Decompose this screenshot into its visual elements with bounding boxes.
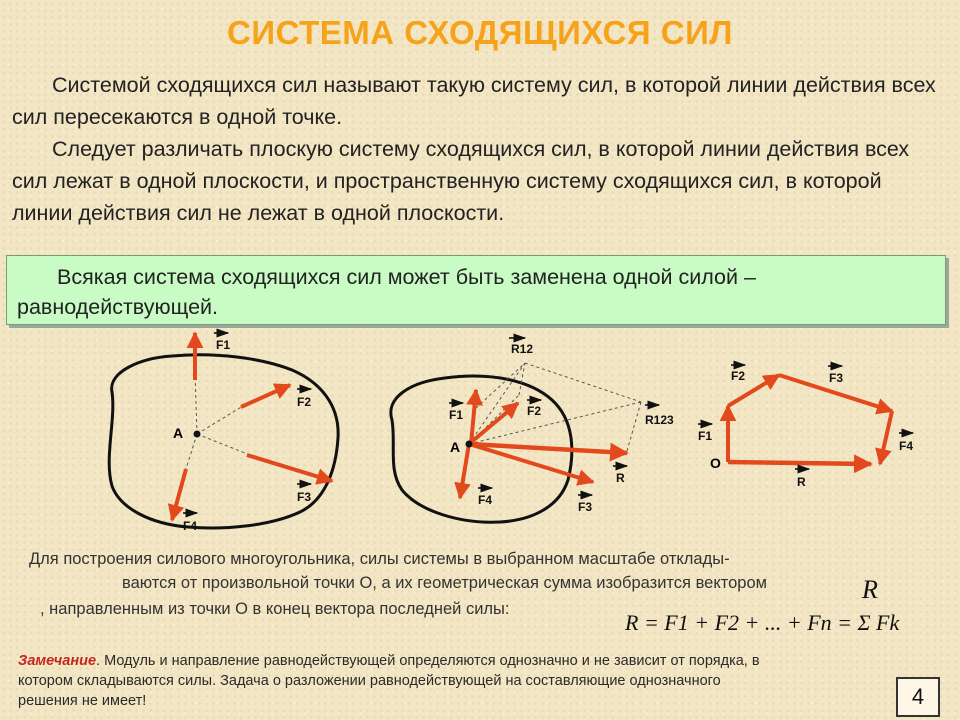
f2-label: F2	[527, 404, 542, 418]
r-label: R	[616, 471, 625, 485]
page-title: СИСТЕМА СХОДЯЩИХСЯ СИЛ	[227, 14, 733, 51]
construction-text-line-2: ваются от произвольной точки О, а их геометрическая сумма изобразится вектором	[122, 574, 767, 592]
point-a	[466, 441, 473, 448]
f3-label: F3	[578, 500, 593, 514]
r-label: R	[797, 475, 806, 489]
r123-label: R123	[645, 413, 674, 427]
diagram-1	[109, 333, 338, 533]
resultant-formula: R = F1 + F2 + ... + Fn = Σ Fk	[625, 610, 900, 635]
f3-label: F3	[297, 490, 312, 504]
f1-label: F1	[449, 408, 464, 422]
f2-label: F2	[731, 369, 746, 383]
point-a-label: A	[450, 439, 461, 455]
remark-text: . Модуль и направление равнодействующей определяются однозначно и не зависит от порядка, в котором складываются силы. Задача о разложении равнодействующей на составляющие однозначного решения не имеет!	[18, 653, 760, 709]
resultant-r-arrow	[728, 462, 871, 464]
construction-text-line-3: , направленным из точки О в конец вектора последней силы:	[40, 600, 510, 618]
distinction-text: Следует различать плоскую систему сходящихся сил, в которой линии действия всех сил лежат в одной плоскости, и пространственную систему сходящихся сил, в которой линии действия сил не лежат в одной плоскости.	[12, 137, 910, 225]
remark-heading: Замечание	[18, 653, 97, 669]
r12-label: R12	[511, 342, 534, 356]
point-a-label: A	[173, 425, 184, 441]
f2-label: F2	[297, 395, 312, 409]
construction-text-line-1: Для построения силового многоугольника, силы системы в выбранном масштабе отклады-	[29, 550, 730, 568]
f4-label: F4	[183, 519, 198, 533]
diagram-3	[698, 365, 913, 489]
f4-label: F4	[478, 493, 493, 507]
force-f4-arrow	[460, 444, 469, 498]
page-number: 4	[896, 677, 940, 717]
diagram-2	[391, 338, 674, 522]
f4-label: F4	[899, 439, 914, 453]
f1-label: F1	[216, 338, 231, 352]
force-f1-arrow	[471, 390, 476, 444]
force-f2-arrow	[241, 385, 290, 407]
vector-symbol: R	[862, 575, 878, 604]
origin-o-label: O	[710, 455, 721, 471]
remark-block	[18, 651, 778, 711]
action-lines	[185, 372, 250, 472]
definition-text: Системой сходящихся сил называют такую систему сил, в которой линии действия всех сил пересекаются в одной точке.	[12, 73, 936, 129]
highlight-text: Всякая система сходящихся сил может быть заменена одной силой – равнодействующей.	[17, 265, 756, 319]
force-f3-arrow	[247, 455, 332, 481]
force-f4-arrow	[880, 411, 892, 464]
point-a	[194, 431, 201, 438]
f1-label: F1	[698, 429, 713, 443]
f3-label: F3	[829, 371, 844, 385]
